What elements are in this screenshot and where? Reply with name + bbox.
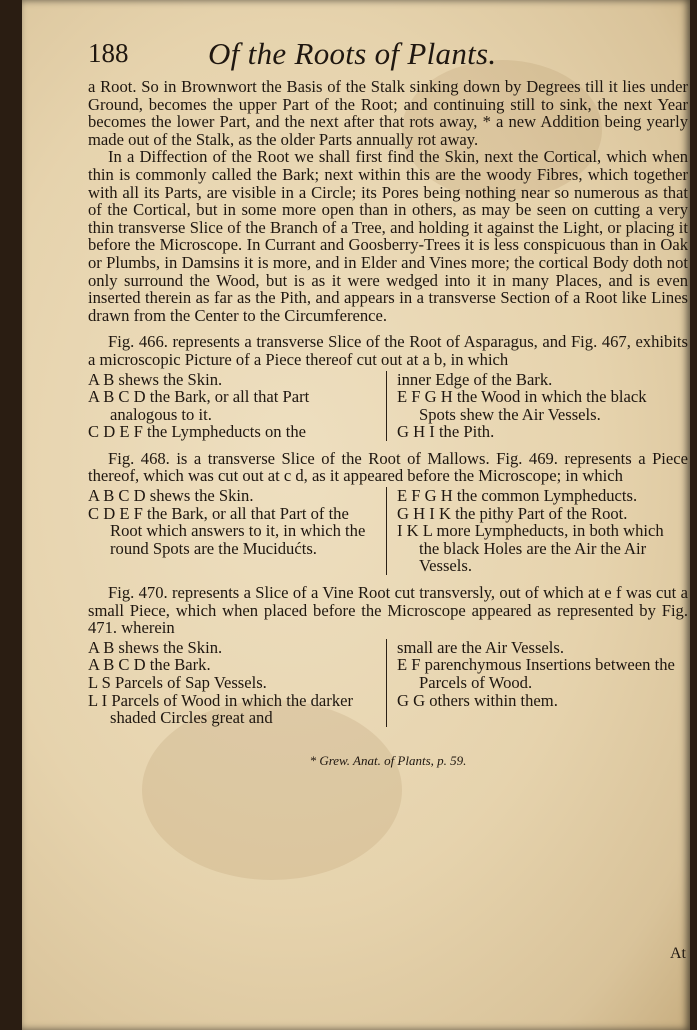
legend-item: A B C D the Bark. bbox=[88, 655, 211, 675]
legend-column-left bbox=[88, 639, 387, 727]
paragraph: Fig. 466. represents a transverse Slice of the Root of Asparagus, and Fig. 467, exhibits a microscopic Picture of a Piece thereof cut out at a b, in which bbox=[88, 332, 688, 369]
paragraph: a Root. So in Brownwort the Basis of the Stalk sinking down by Degrees till it lies under Ground, becomes the upper Part of the Root; and continuing still to sink, the next Year becomes the lower Part, and the next after that rots away, * a new Addition being yearly made out of the Stalk, as the older Parts annually rot away. bbox=[88, 77, 688, 149]
legend-item: A B C D shews the Skin. bbox=[88, 486, 254, 506]
legend-item: I K L more Lympheducts, in both which the black Holes are the Air the Air Vessels. bbox=[397, 521, 664, 576]
legend-column-left bbox=[88, 371, 387, 441]
legend-column-right bbox=[387, 639, 687, 727]
figure-legend bbox=[88, 371, 688, 441]
legend-column-left bbox=[88, 487, 387, 575]
book-page bbox=[22, 0, 690, 1030]
legend-item: A B C D the Bark, or all that Part analogous to it. bbox=[88, 387, 310, 424]
paragraph: In a Diffection of the Root we shall first find the Skin, next the Cortical, which when thin is commonly called the Bark; next within this are the woody Fibres, which together with all its Parts, are visible in a Circle; its Pores being nothing near so numerous as that of the Cortical, but in some more open than in others, as may be seen on cutting a very thin transverse Slice of the Branch of a Tree, and holding it against the Light, or placing it before the Microscope. In Currant and Goosberry-Trees it is less conspicuous than in Oak or Plumbs, in Damsins it is more, and in Elder and Vines more; the cortical Body doth not only surround the Wood, but is as it were wedged into it in many Places, and is even inserted therein as far as the Pith, and appears in a transverse Section of a Root like Lines drawn from the Center to the Circumference. bbox=[88, 147, 688, 325]
legend-item: E F parenchymous Insertions between the Parcels of Wood. bbox=[397, 655, 675, 692]
legend-item: A B shews the Skin. bbox=[88, 369, 223, 389]
legend-item: inner Edge of the Bark. bbox=[397, 369, 553, 389]
legend-column-right bbox=[387, 371, 687, 441]
legend-item: G H I the Pith. bbox=[397, 422, 495, 442]
page-number: 188 bbox=[88, 38, 129, 68]
page-content bbox=[88, 30, 688, 769]
figure-legend bbox=[88, 487, 688, 575]
legend-item: E F G H the Wood in which the black Spots shew the Air Vessels. bbox=[397, 387, 647, 424]
legend-item: L S Parcels of Sap Vessels. bbox=[88, 673, 267, 692]
legend-item: C D E F the Lympheducts on the bbox=[88, 422, 307, 442]
running-head bbox=[88, 30, 688, 78]
legend-item: A B shews the Skin. bbox=[88, 637, 223, 657]
legend-item: G G others within them. bbox=[397, 690, 558, 710]
legend-item: small are the Air Vessels. bbox=[397, 637, 564, 657]
legend-column-right bbox=[387, 487, 687, 575]
running-title: Of the Roots of Plants. bbox=[208, 36, 497, 71]
figure-legend bbox=[88, 639, 688, 727]
catchword: At bbox=[670, 945, 686, 962]
footnote: * Grew. Anat. of Plants, p. 59. bbox=[309, 752, 467, 768]
legend-item: L I Parcels of Wood in which the darker shaded Circles great and bbox=[88, 690, 354, 728]
paragraph: Fig. 470. represents a Slice of a Vine Root cut transversly, out of which at e f was cut a small Piece, which when placed before the Microscope appeared as represented by Fig. 471. wherein bbox=[88, 583, 688, 638]
legend-item: G H I K the pithy Part of the Root. bbox=[397, 503, 628, 523]
legend-item: C D E F the Bark, or all that Part of the Root which answers to it, in which the round Spots are the Mucidućts. bbox=[88, 503, 366, 558]
paragraph: Fig. 468. is a transverse Slice of the Root of Mallows. Fig. 469. represents a Piece thereof, which was cut out at c d, as it appeared before the Microscope; in which bbox=[88, 448, 688, 486]
legend-item: E F G H the common Lympheducts. bbox=[397, 486, 638, 506]
